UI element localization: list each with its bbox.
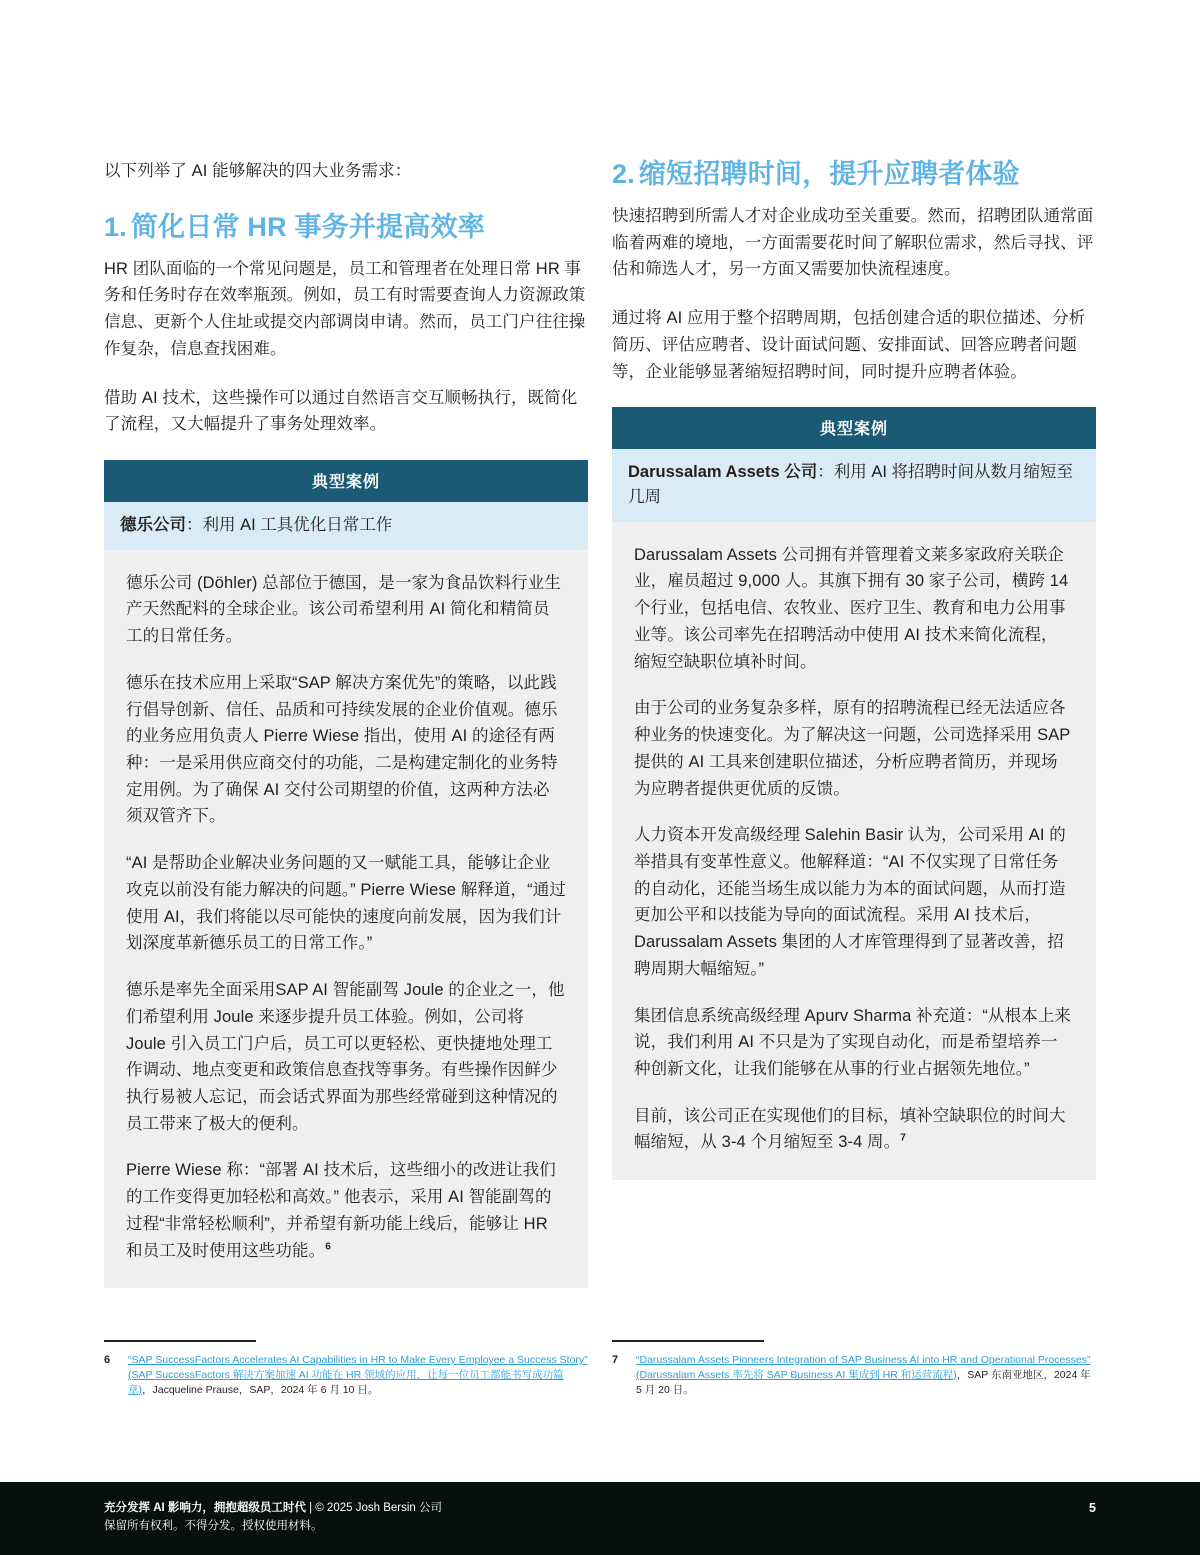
section-1-number: 1. [104, 211, 127, 242]
page-content [104, 158, 1096, 1288]
left-case-study-company: 德乐公司 [120, 515, 186, 534]
left-case-study-subtitle [104, 502, 588, 550]
footnote-marker-6: 6 [325, 1241, 331, 1253]
right-case-paragraph-5-text: 目前，该公司正在实现他们的目标，填补空缺职位的时间大幅缩短，从 3-4 个月缩短至 3-4 周。 [634, 1106, 1066, 1152]
footnote-item-7 [612, 1353, 1096, 1398]
footnote-rule-right [612, 1340, 764, 1342]
footer-rights: 保留所有权利。不得分发。授权使用材料。 [104, 1519, 323, 1532]
footnote-rule-left [104, 1340, 256, 1342]
footnote-marker-7: 7 [900, 1132, 906, 1144]
footnote-tail-7: ，SAP 东南亚地区，2024 年 5 月 20 日。 [636, 1368, 1091, 1396]
right-case-paragraph-1: Darussalam Assets 公司拥有并管理着文莱多家政府关联企业，雇员超过 9,000 人。其旗下拥有 30 家子公司，横跨 14 个行业，包括电信、农牧业、医疗卫生、教育和电力公用事业等。该公司率先在招聘活动中使用 AI 技术来简化流程，缩短空缺职位填补时间。 [634, 545, 1069, 671]
footnote-number-6: 6 [104, 1354, 111, 1366]
left-case-study-subtitle-rest: ：利用 AI 工具优化日常工作 [186, 515, 393, 534]
footnote-column-right [612, 1340, 1096, 1398]
section-2-title: 缩短招聘时间，提升应聘者体验 [638, 159, 1020, 189]
right-case-study-box [612, 407, 1096, 1180]
left-case-study-body [104, 550, 588, 1289]
left-case-paragraph-5 [126, 1157, 566, 1264]
right-case-paragraph-2: 由于公司的业务复杂多样，原有的招聘流程已经无法适应各种业务的快速变化。为了解决这一问题，公司选择采用 SAP 提供的 AI 工具来创建职位描述，分析应聘者简历，并现场为应聘者提供更优质的反馈。 [634, 699, 1071, 798]
left-case-paragraph-3: “AI 是帮助企业解决业务问题的又一赋能工具，能够让企业攻克以前没有能力解决的问题。” Pierre Wiese 解释道，“通过使用 AI，我们将能以尽可能快的速度向前发展，因为我们计划深度革新德乐员工的日常工作。” [126, 854, 566, 953]
footnote-text-7 [636, 1353, 1096, 1398]
right-case-paragraph-5 [634, 1103, 1074, 1156]
page-number: 5 [1089, 1501, 1096, 1515]
left-case-study-header: 典型案例 [104, 460, 588, 502]
right-case-paragraph-4: 集团信息系统高级经理 Apurv Sharma 补充道：“从根本上来说，我们利用 AI 不只是为了实现自动化，而是希望培养一种创新文化，让我们能够在从事的行业占据领先地位。” [634, 1006, 1072, 1078]
footnote-link-6[interactable]: “SAP SuccessFactors Accelerates AI Capabilities in HR to Make Every Employee a Success Story” (SAP SuccessFactors 解决方案加速 AI 功能在 HR 领域的应用，让每一位员工都能书写成功篇章) [128, 1354, 588, 1396]
footer-title: 充分发挥 AI 影响力，拥抱超级员工时代 [104, 1502, 306, 1514]
section-2-paragraph-2: 通过将 AI 应用于整个招聘周期，包括创建合适的职位描述、分析简历、评估应聘者、设计面试问题、安排面试、回答应聘者问题等，企业能够显著缩短招聘时间，同时提升应聘者体验。 [612, 309, 1086, 381]
section-2-heading [612, 158, 1096, 191]
footnote-tail-6: ，Jacqueline Prause，SAP，2024 年 6 月 10 日。 [142, 1383, 379, 1396]
footer-copyright: | © 2025 Josh Bersin 公司 [305, 1502, 442, 1514]
left-case-paragraph-1: 德乐公司 (Döhler) 总部位于德国，是一家为食品饮料行业生产天然配料的全球企业。该公司希望利用 AI 简化和精简员工的日常任务。 [126, 573, 561, 646]
footnote-number-7: 7 [612, 1354, 619, 1366]
section-1-title: 简化日常 HR 事务并提高效率 [130, 211, 485, 242]
footnotes-area [104, 1340, 1096, 1398]
left-case-paragraph-5-text: Pierre Wiese 称：“部署 AI 技术后，这些细小的改进让我们的工作变得更加轻松和高效。” 他表示，采用 AI 智能副驾的过程“非常轻松顺利”，并希望有新功能上线后，能够让 HR 和员工及时使用这些功能。 [126, 1161, 556, 1260]
footnote-item-6 [104, 1353, 588, 1398]
footer-text [104, 1500, 442, 1536]
footnote-text-6 [128, 1353, 588, 1398]
section-2-paragraph-1: 快速招聘到所需人才对企业成功至关重要。然而，招聘团队通常面临着两难的境地，一方面需要花时间了解职位需求，然后寻找、评估和筛选人才，另一方面又需要加快流程速度。 [612, 206, 1094, 279]
right-case-study-header: 典型案例 [612, 407, 1096, 449]
section-1-paragraph-1: HR 团队面临的一个常见问题是，员工和管理者在处理日常 HR 事务和任务时存在效率瓶颈。例如，员工有时需要查询人力资源政策信息、更新个人住址或提交内部调岗申请。然而，员工门户往往操作复杂，信息查找困难。 [104, 259, 586, 358]
section-1-paragraph-2: 借助 AI 技术，这些操作可以通过自然语言交互顺畅执行，既简化了流程，又大幅提升了事务处理效率。 [104, 388, 578, 434]
section-1-heading [104, 211, 588, 244]
footer-inner [0, 1482, 1200, 1555]
left-case-paragraph-2: 德乐在技术应用上采取“SAP 解决方案优先”的策略，以此践行倡导创新、信任、品质和可持续发展的企业价值观。德乐的业务应用负责人 Pierre Wiese 指出，使用 AI 的途径有两种：一是采用供应商交付的功能，二是构建定制化的业务特定用例。为了确保 AI 交付公司期望的价值，这两种方法必须双管齐下。 [126, 673, 558, 826]
left-case-study-box [104, 460, 588, 1288]
right-case-study-body [612, 522, 1096, 1180]
left-column [104, 158, 588, 1288]
section-2-number: 2. [612, 159, 635, 189]
footnote-column-left [104, 1340, 588, 1398]
right-column [612, 158, 1096, 1288]
intro-line: 以下列举了 AI 能够解决的四大业务需求： [104, 162, 412, 180]
right-case-study-subtitle-rest: ：利用 AI 将招聘时间从数月缩短至几周 [628, 463, 1073, 506]
footnote-link-7[interactable]: “Darussalam Assets Pioneers Integration of SAP Business AI into HR and Operational Processes” (Darussalam Assets 率先将 SAP Business AI 集成到 HR 和运营流程) [636, 1354, 1091, 1381]
right-case-study-company: Darussalam Assets 公司 [628, 463, 818, 482]
left-case-paragraph-4: 德乐是率先全面采用SAP AI 智能副驾 Joule 的企业之一，他们希望利用 Joule 来逐步提升员工体验。例如，公司将 Joule 引入员工门户后，员工可以更轻松、更快捷地处理工作调动、地点变更和政策信息查找等事务。有些操作因鲜少执行易被人忘记，而会话式界面为那些经常碰到这种情况的员工带来了极大的便利。 [126, 981, 565, 1133]
page-footer [0, 1482, 1200, 1555]
right-case-study-subtitle [612, 449, 1096, 522]
right-case-paragraph-3: 人力资本开发高级经理 Salehin Basir 认为，公司采用 AI 的举措具有变革性意义。他解释道：“AI 不仅实现了日常任务的自动化，还能当场生成以能力为本的面试问题，从而打造更加公平和以技能为导向的面试流程。采用 AI 技术后，Darussalam Assets 集团的人才库管理得到了显著改善，招聘周期大幅缩短。” [634, 826, 1066, 978]
